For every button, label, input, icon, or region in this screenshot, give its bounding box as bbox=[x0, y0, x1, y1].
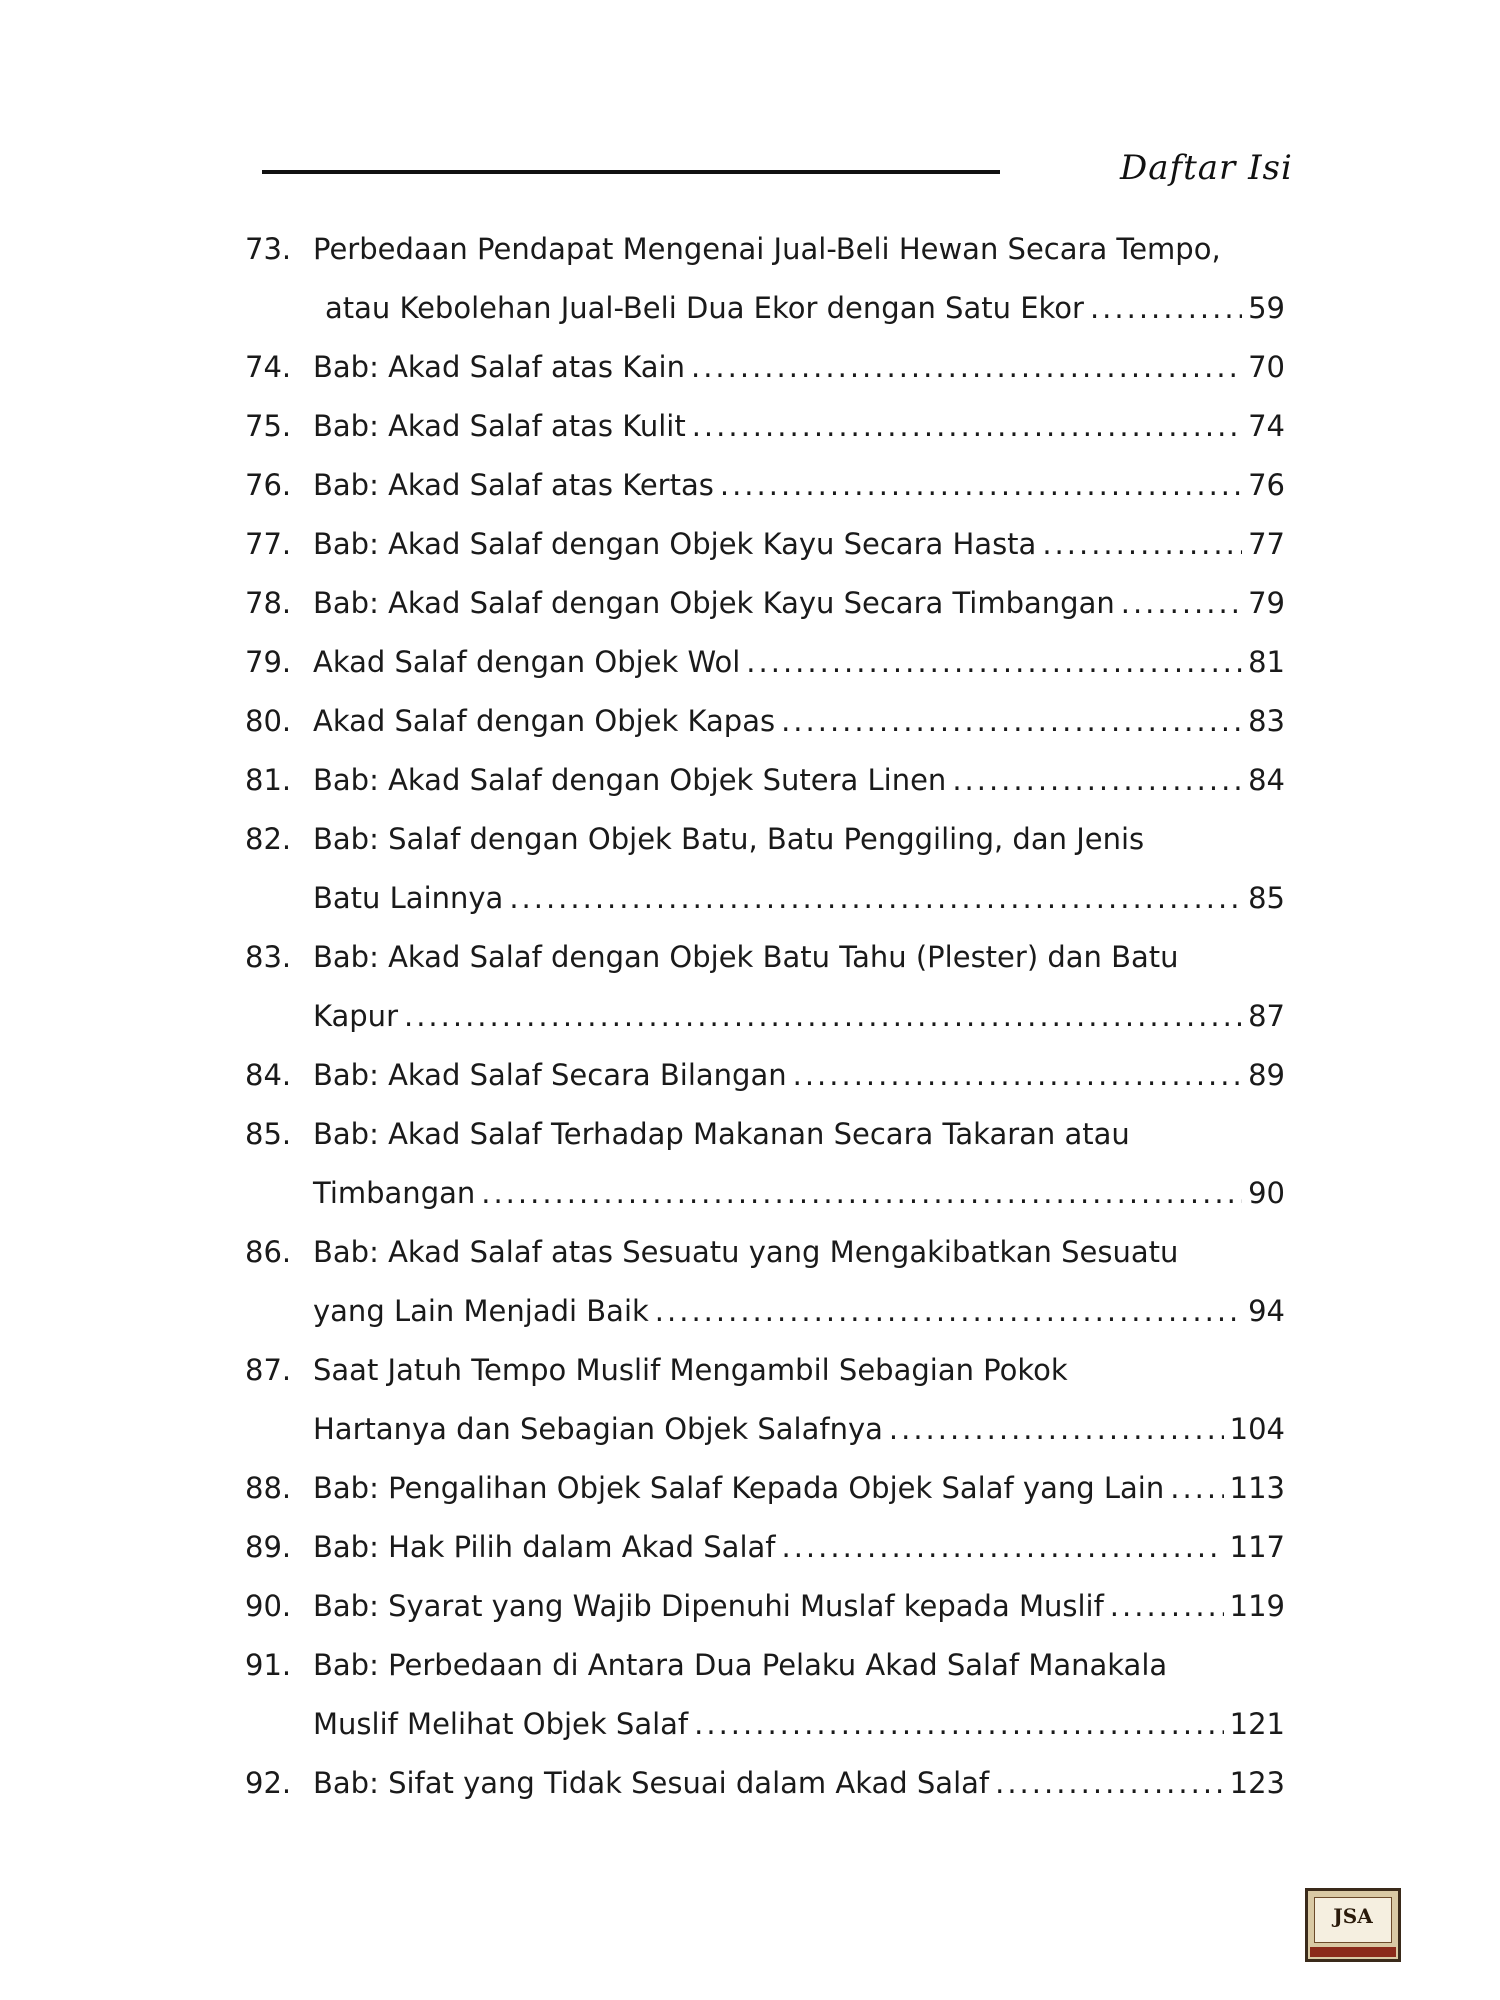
toc-entry-title: Bab: Hak Pilih dalam Akad Salaf bbox=[313, 1530, 776, 1564]
toc-entry-title: Hartanya dan Sebagian Objek Salafnya bbox=[313, 1412, 883, 1446]
toc-entry-number: 80. bbox=[245, 704, 292, 738]
toc-entry-title: Bab: Pengalihan Objek Salaf Kepada Objek Salaf yang Lain bbox=[313, 1471, 1165, 1505]
toc-entry-title: Bab: Akad Salaf dengan Objek Sutera Linen bbox=[313, 763, 947, 797]
toc-entry-title: Batu Lainnya bbox=[313, 881, 504, 915]
toc-entry-title-line1: Bab: Akad Salaf atas Sesuatu yang Mengakibatkan Sesuatu bbox=[313, 1235, 1179, 1269]
dot-leader bbox=[692, 397, 1242, 456]
dot-leader bbox=[1042, 515, 1242, 574]
toc-entry-page-number: 117 bbox=[1229, 1530, 1285, 1564]
dot-leader bbox=[694, 1695, 1224, 1754]
toc-entry-page-number: 87 bbox=[1248, 999, 1285, 1033]
toc-entry-number: 81. bbox=[245, 763, 292, 797]
toc-entry-page-number: 70 bbox=[1248, 350, 1285, 384]
toc-entry-title: Bab: Akad Salaf atas Kulit bbox=[313, 409, 686, 443]
toc-entry-page-number: 113 bbox=[1229, 1471, 1285, 1505]
toc-entry-number: 74. bbox=[245, 350, 292, 384]
toc-entry-title: atau Kebolehan Jual-Beli Dua Ekor dengan Satu Ekor bbox=[325, 291, 1084, 325]
toc-entry-number: 77. bbox=[245, 527, 292, 561]
toc-entry bbox=[245, 515, 1285, 574]
toc-entry-page-number: 83 bbox=[1248, 704, 1285, 738]
dot-leader bbox=[1121, 574, 1242, 633]
toc-entry-title: Akad Salaf dengan Objek Kapas bbox=[313, 704, 776, 738]
toc-entry-number: 88. bbox=[245, 1471, 292, 1505]
toc-entry bbox=[245, 220, 1285, 338]
toc-entry-title-line1: Perbedaan Pendapat Mengenai Jual-Beli Hewan Secara Tempo, bbox=[313, 232, 1221, 266]
dot-leader bbox=[1110, 1577, 1224, 1636]
toc-entry-title: Akad Salaf dengan Objek Wol bbox=[313, 645, 741, 679]
toc-entry-title: Kapur bbox=[313, 999, 398, 1033]
toc-entry-title: yang Lain Menjadi Baik bbox=[313, 1294, 649, 1328]
toc-entry-number: 84. bbox=[245, 1058, 292, 1092]
toc-entry-page-number: 84 bbox=[1248, 763, 1285, 797]
toc-entry bbox=[245, 751, 1285, 810]
toc-entry-number: 78. bbox=[245, 586, 292, 620]
toc-entry-title: Bab: Akad Salaf Secara Bilangan bbox=[313, 1058, 787, 1092]
toc-entry bbox=[245, 338, 1285, 397]
dot-leader bbox=[781, 692, 1242, 751]
toc-entry-number: 89. bbox=[245, 1530, 292, 1564]
toc-entry-title: Bab: Akad Salaf dengan Objek Kayu Secara Timbangan bbox=[313, 586, 1115, 620]
toc-entry-page-number: 85 bbox=[1248, 881, 1285, 915]
toc-entry-title: Bab: Akad Salaf atas Kain bbox=[313, 350, 685, 384]
toc-entry bbox=[245, 1459, 1285, 1518]
toc-entry-number: 75. bbox=[245, 409, 292, 443]
toc-entry-page-number: 81 bbox=[1248, 645, 1285, 679]
header-rule bbox=[262, 170, 1000, 174]
logo-text: JSA bbox=[1333, 1904, 1373, 1928]
toc-entry-page-number: 123 bbox=[1229, 1766, 1285, 1800]
toc-entry-page-number: 104 bbox=[1229, 1412, 1285, 1446]
toc-entry-page-number: 121 bbox=[1229, 1707, 1285, 1741]
dot-leader bbox=[691, 338, 1242, 397]
running-head: Daftar Isi bbox=[1120, 148, 1293, 188]
toc-entry-page-number: 119 bbox=[1229, 1589, 1285, 1623]
dot-leader bbox=[782, 1518, 1224, 1577]
toc-entry bbox=[245, 1341, 1285, 1459]
toc-entry-number: 83. bbox=[245, 940, 292, 974]
toc-entry-number: 79. bbox=[245, 645, 292, 679]
toc-entry bbox=[245, 1046, 1285, 1105]
toc-entry-page-number: 74 bbox=[1248, 409, 1285, 443]
dot-leader bbox=[746, 633, 1242, 692]
toc-entry-page-number: 79 bbox=[1248, 586, 1285, 620]
toc-entry bbox=[245, 574, 1285, 633]
toc-entry-page-number: 90 bbox=[1248, 1176, 1285, 1210]
dot-leader bbox=[655, 1282, 1242, 1341]
toc-entry-page-number: 59 bbox=[1248, 291, 1285, 325]
toc-entry bbox=[245, 1223, 1285, 1341]
dot-leader bbox=[1090, 279, 1242, 338]
dot-leader bbox=[1170, 1459, 1223, 1518]
toc-entry bbox=[245, 1105, 1285, 1223]
toc-entry-title: Bab: Akad Salaf atas Kertas bbox=[313, 468, 714, 502]
toc-entry-title-line1: Bab: Akad Salaf dengan Objek Batu Tahu (Plester) dan Batu bbox=[313, 940, 1179, 974]
toc-entry-title: Bab: Akad Salaf dengan Objek Kayu Secara Hasta bbox=[313, 527, 1037, 561]
toc-entry-title-line1: Bab: Perbedaan di Antara Dua Pelaku Akad Salaf Manakala bbox=[313, 1648, 1168, 1682]
toc-entry-page-number: 77 bbox=[1248, 527, 1285, 561]
toc-entry-page-number: 94 bbox=[1248, 1294, 1285, 1328]
toc-entry-number: 92. bbox=[245, 1766, 292, 1800]
toc-entry-title-line1: Bab: Akad Salaf Terhadap Makanan Secara Takaran atau bbox=[313, 1117, 1130, 1151]
toc-entry-number: 86. bbox=[245, 1235, 292, 1269]
toc-entry bbox=[245, 1636, 1285, 1754]
toc-entry-number: 76. bbox=[245, 468, 292, 502]
toc-entry-number: 85. bbox=[245, 1117, 292, 1151]
dot-leader bbox=[889, 1400, 1224, 1459]
toc-entry bbox=[245, 1754, 1285, 1813]
toc-entry bbox=[245, 397, 1285, 456]
dot-leader bbox=[793, 1046, 1242, 1105]
dot-leader bbox=[952, 751, 1242, 810]
toc-entry-page-number: 76 bbox=[1248, 468, 1285, 502]
toc-entry bbox=[245, 456, 1285, 515]
dot-leader bbox=[995, 1754, 1224, 1813]
publisher-logo bbox=[1305, 1888, 1401, 1962]
toc-entry-title: Bab: Syarat yang Wajib Dipenuhi Muslaf kepada Muslif bbox=[313, 1589, 1104, 1623]
toc-entry bbox=[245, 692, 1285, 751]
dot-leader bbox=[481, 1164, 1242, 1223]
toc-entry-number: 73. bbox=[245, 232, 292, 266]
dot-leader bbox=[509, 869, 1242, 928]
toc-entry-title: Muslif Melihat Objek Salaf bbox=[313, 1707, 689, 1741]
toc-entry-title: Bab: Sifat yang Tidak Sesuai dalam Akad Salaf bbox=[313, 1766, 990, 1800]
dot-leader bbox=[404, 987, 1242, 1046]
toc-entry-number: 91. bbox=[245, 1648, 292, 1682]
toc-entry bbox=[245, 633, 1285, 692]
toc-entry-title-line1: Saat Jatuh Tempo Muslif Mengambil Sebagian Pokok bbox=[313, 1353, 1068, 1387]
toc-entry-title-line1: Bab: Salaf dengan Objek Batu, Batu Penggiling, dan Jenis bbox=[313, 822, 1145, 856]
toc-entry-number: 90. bbox=[245, 1589, 292, 1623]
toc-entry-page-number: 89 bbox=[1248, 1058, 1285, 1092]
toc-entry bbox=[245, 810, 1285, 928]
toc-entry bbox=[245, 928, 1285, 1046]
toc-entry-number: 82. bbox=[245, 822, 292, 856]
toc-entry bbox=[245, 1577, 1285, 1636]
dot-leader bbox=[720, 456, 1242, 515]
table-of-contents bbox=[245, 220, 1285, 1813]
toc-entry bbox=[245, 1518, 1285, 1577]
toc-entry-title: Timbangan bbox=[313, 1176, 476, 1210]
toc-entry-number: 87. bbox=[245, 1353, 292, 1387]
